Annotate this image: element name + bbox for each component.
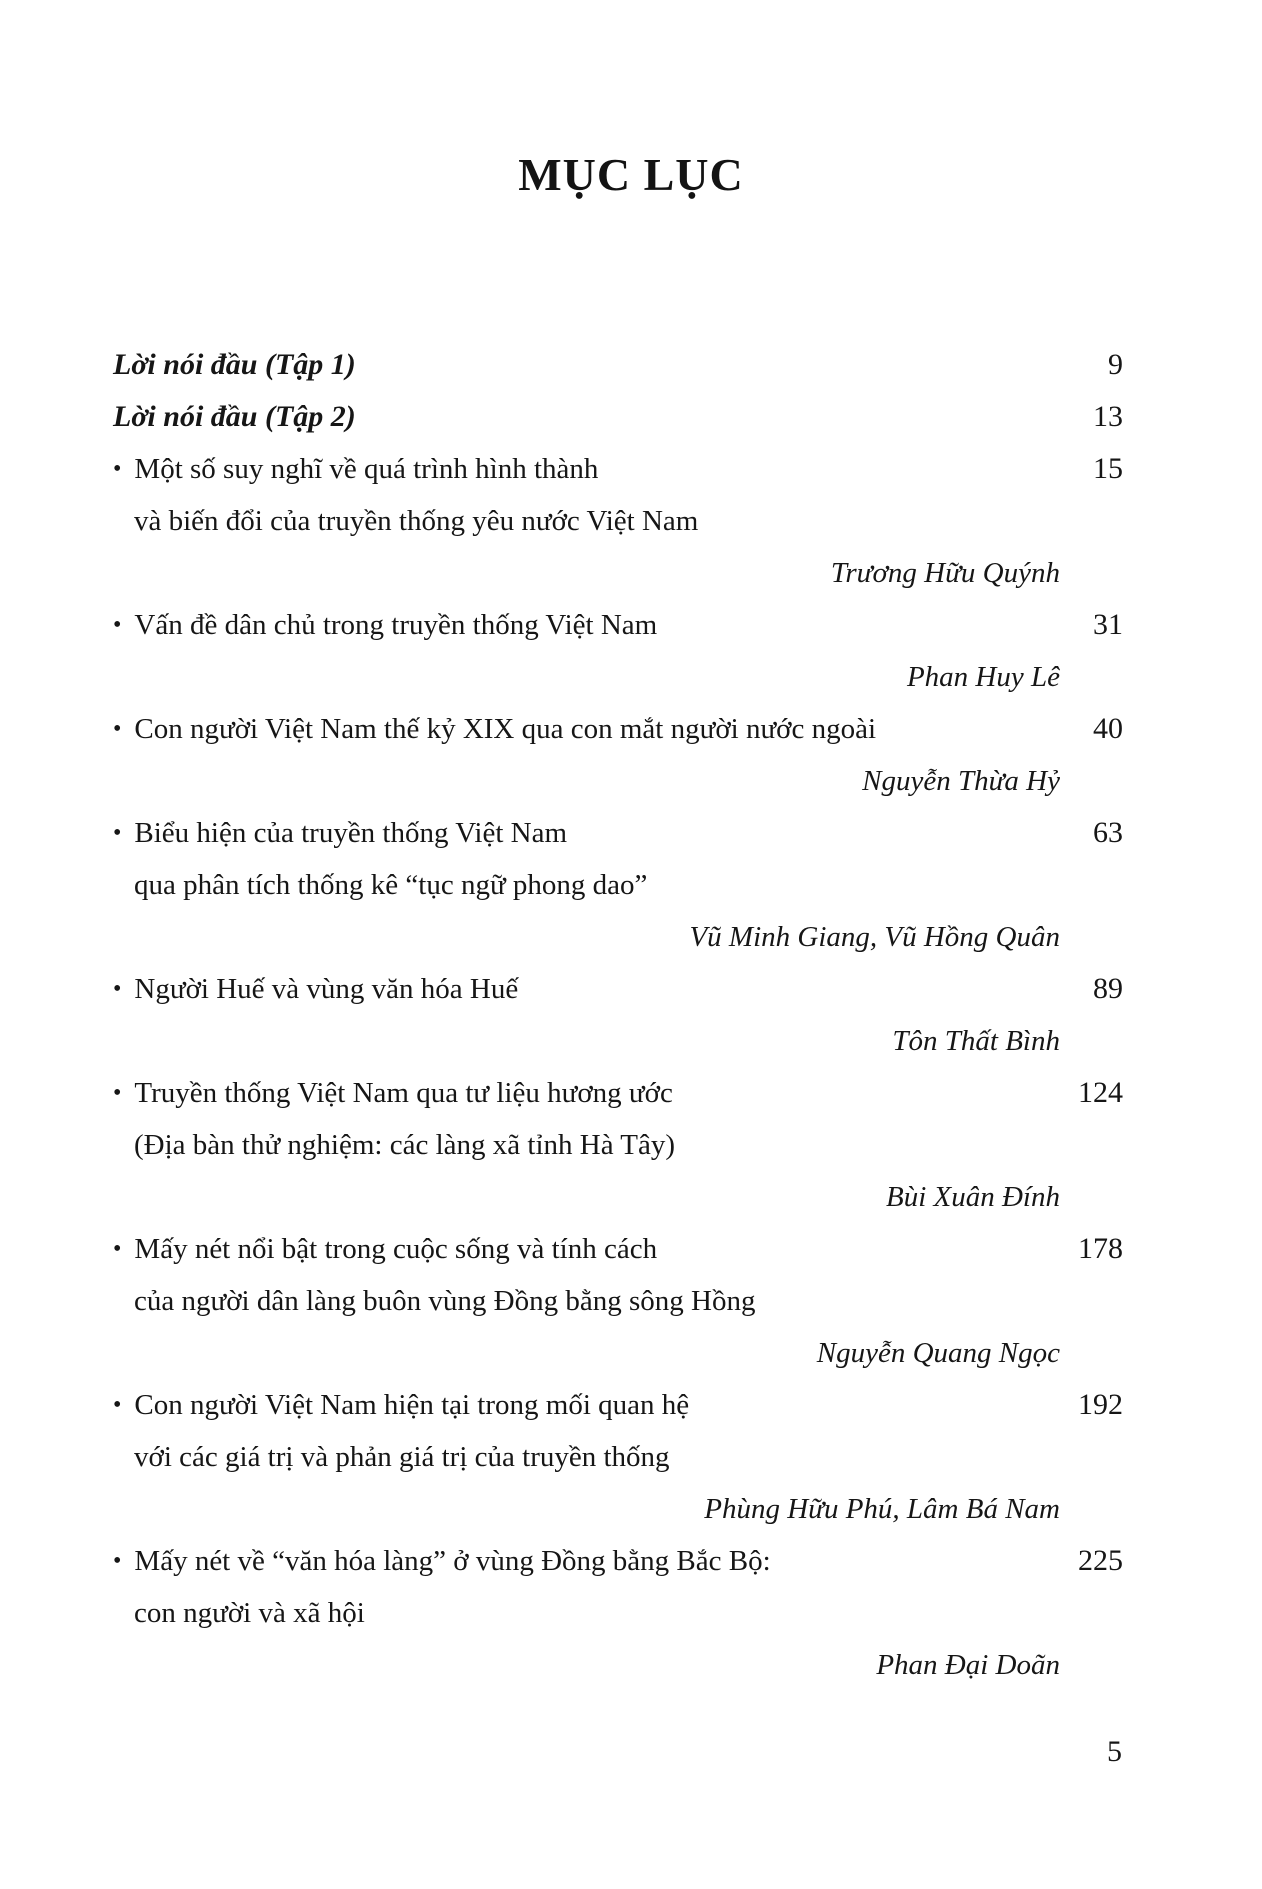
- bullet-icon: •: [113, 1548, 122, 1574]
- page-number: 178: [1078, 1232, 1123, 1265]
- toc-author-row: [113, 755, 1123, 807]
- author-name: Nguyễn Quang Ngọc: [816, 1337, 1060, 1369]
- entry-title-text: Một số suy nghĩ về quá trình hình thành: [134, 453, 599, 485]
- entry-title-line: [113, 807, 567, 861]
- toc-entry-row: [113, 1535, 1123, 1587]
- toc-preface-row: [113, 339, 1123, 391]
- page-number: 40: [1093, 712, 1123, 745]
- page-number: 13: [1093, 400, 1123, 433]
- entry-title-text-continued: và biến đổi của truyền thống yêu nước Việt Nam: [134, 505, 699, 537]
- toc-author-row: [113, 1639, 1123, 1691]
- page-number: 15: [1093, 452, 1123, 485]
- bullet-icon: •: [113, 456, 122, 482]
- author-name: Phùng Hữu Phú, Lâm Bá Nam: [704, 1493, 1060, 1525]
- bullet-icon: •: [113, 820, 122, 846]
- preface-label: Lời nói đầu (Tập 2): [113, 400, 356, 433]
- entry-title-line: [113, 1535, 771, 1589]
- bullet-icon: •: [113, 612, 122, 638]
- toc-author-row: [113, 547, 1123, 599]
- entry-title-line: [113, 599, 657, 653]
- toc-entry-continuation-row: [113, 1119, 1123, 1171]
- entry-title-text-continued: (Địa bàn thử nghiệm: các làng xã tỉnh Hà Tây): [134, 1129, 676, 1161]
- bullet-icon: •: [113, 1080, 122, 1106]
- toc-list: [113, 339, 1123, 1691]
- page-number: 192: [1078, 1388, 1123, 1421]
- entry-title-text: Vấn đề dân chủ trong truyền thống Việt Nam: [134, 609, 658, 641]
- bullet-icon: •: [113, 1392, 122, 1418]
- entry-title-text-continued: con người và xã hội: [134, 1597, 365, 1629]
- preface-label: Lời nói đầu (Tập 1): [113, 348, 356, 381]
- author-name: Bùi Xuân Đính: [886, 1181, 1060, 1213]
- entry-title-text: Mấy nét về “văn hóa làng” ở vùng Đồng bằng Bắc Bộ:: [134, 1545, 771, 1577]
- entry-title-line: [113, 443, 598, 497]
- entry-title-line: [113, 963, 518, 1017]
- toc-author-row: [113, 1171, 1123, 1223]
- bullet-icon: •: [113, 1236, 122, 1262]
- toc-entry-continuation-row: [113, 495, 1123, 547]
- page-number: 124: [1078, 1076, 1123, 1109]
- page-title: MỤC LỤC: [518, 149, 744, 200]
- author-name: Phan Huy Lê: [906, 661, 1060, 693]
- entry-title-text: Con người Việt Nam thế kỷ XIX qua con mắt người nước ngoài: [134, 713, 877, 745]
- entry-title-text: Con người Việt Nam hiện tại trong mối quan hệ: [134, 1389, 690, 1421]
- author-name: Phan Đại Doãn: [876, 1649, 1060, 1681]
- entry-title-text: Truyền thống Việt Nam qua tư liệu hương ước: [134, 1077, 673, 1109]
- toc-author-row: [113, 1483, 1123, 1535]
- toc-entry-row: [113, 703, 1123, 755]
- author-name: Vũ Minh Giang, Vũ Hồng Quân: [689, 921, 1060, 953]
- author-name: Tôn Thất Bình: [892, 1025, 1060, 1057]
- entry-title-text: Biểu hiện của truyền thống Việt Nam: [134, 817, 568, 849]
- page-number: 89: [1093, 972, 1123, 1005]
- entry-title-text-continued: của người dân làng buôn vùng Đồng bằng sông Hồng: [134, 1285, 756, 1317]
- entry-title-text-continued: với các giá trị và phản giá trị của truyền thống: [134, 1441, 670, 1473]
- toc-entry-row: [113, 963, 1123, 1015]
- footer-page-number: 5: [1107, 1735, 1122, 1768]
- page-number: 225: [1078, 1544, 1123, 1577]
- bullet-icon: •: [113, 716, 122, 742]
- toc-author-row: [113, 651, 1123, 703]
- page-number: 31: [1093, 608, 1123, 641]
- bullet-icon: •: [113, 976, 122, 1002]
- page-number: 9: [1108, 348, 1123, 381]
- entry-title-line: [113, 1067, 673, 1121]
- toc-author-row: [113, 1327, 1123, 1379]
- toc-author-row: [113, 911, 1123, 963]
- entry-title-line: [113, 703, 876, 757]
- page-number: 63: [1093, 816, 1123, 849]
- toc-entry-continuation-row: [113, 1275, 1123, 1327]
- entry-title-text: Người Huế và vùng văn hóa Huế: [134, 973, 519, 1005]
- toc-entry-continuation-row: [113, 1431, 1123, 1483]
- toc-entry-row: [113, 1379, 1123, 1431]
- toc-entry-continuation-row: [113, 1587, 1123, 1639]
- entry-title-line: [113, 1379, 689, 1433]
- entry-title-line: [113, 1223, 657, 1277]
- toc-entry-continuation-row: [113, 859, 1123, 911]
- toc-entry-row: [113, 443, 1123, 495]
- toc-entry-row: [113, 1067, 1123, 1119]
- toc-entry-row: [113, 807, 1123, 859]
- toc-entry-row: [113, 1223, 1123, 1275]
- entry-title-text: Mấy nét nổi bật trong cuộc sống và tính cách: [134, 1233, 658, 1265]
- entry-title-text-continued: qua phân tích thống kê “tục ngữ phong dao”: [134, 869, 648, 901]
- author-name: Trương Hữu Quýnh: [830, 557, 1060, 589]
- toc-author-row: [113, 1015, 1123, 1067]
- toc-preface-row: [113, 391, 1123, 443]
- author-name: Nguyễn Thừa Hỷ: [862, 765, 1060, 797]
- toc-entry-row: [113, 599, 1123, 651]
